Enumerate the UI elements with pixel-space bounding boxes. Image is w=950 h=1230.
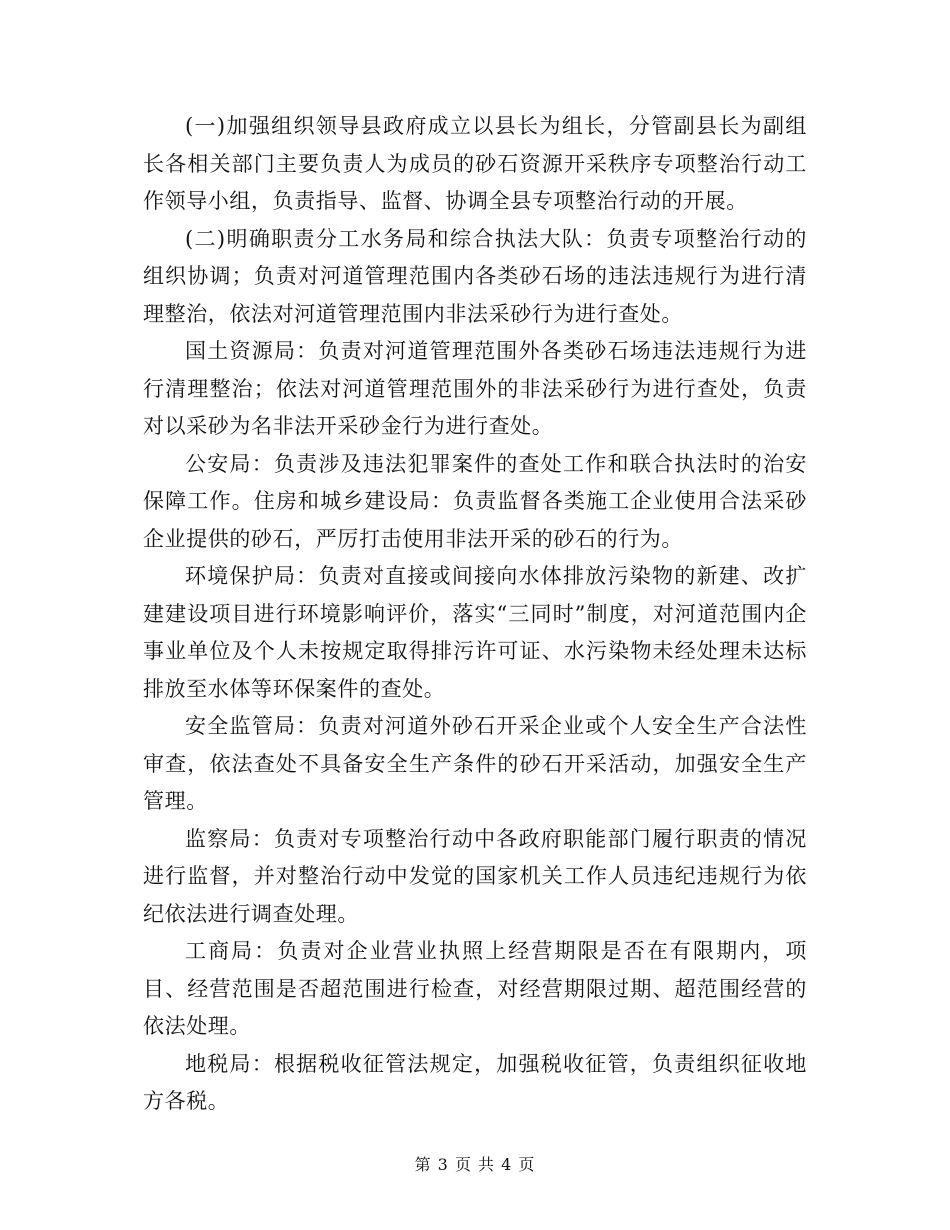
paragraph-local-tax-bureau: 地税局：根据税收征管法规定，加强税收征管，负责组织征收地方各税。	[143, 1051, 807, 1113]
paragraph-land-resources-bureau: 国土资源局：负责对河道管理范围外各类砂石场违法违规行为进行清理整治；依法对河道管理范围外的非法采砂行为进行查处，负责对以采砂为名非法开采砂金行为进行查处。	[143, 339, 807, 438]
page-number-label: 第 3 页 共 4 页	[414, 1155, 536, 1174]
paragraph-industry-commerce-bureau: 工商局：负责对企业营业执照上经营期限是否在有限期内，项目、经营范围是否超范围进行检查，对经营期限过期、超范围经营的依法处理。	[143, 939, 807, 1038]
paragraph-environmental-protection-bureau: 环境保护局：负责对直接或间接向水体排放污染物的新建、改扩建建设项目进行环境影响评价，落实“三同时”制度，对河道范围内企事业单位及个人未按规定取得排污许可证、水污染物未经处理未达标排放至水体等环保案件的查处。	[143, 564, 807, 701]
paragraph-public-security-bureau: 公安局：负责涉及违法犯罪案件的查处工作和联合执法时的治安保障工作。住房和城乡建设局：负责监督各类施工企业使用合法采砂企业提供的砂石，严厉打击使用非法开采的砂石的行为。	[143, 451, 807, 551]
paragraph-safety-supervision-bureau: 安全监管局：负责对河道外砂石开采企业或个人安全生产合法性审查，依法查处不具备安全生产条件的砂石开采活动，加强安全生产管理。	[143, 714, 807, 813]
page-footer	[0, 1152, 950, 1175]
document-body	[143, 108, 807, 1121]
paragraph-supervision-bureau: 监察局：负责对专项整治行动中各政府职能部门履行职责的情况进行监督，并对整治行动中发觉的国家机关工作人员违纪违规行为依纪依法进行调查处理。	[143, 826, 807, 926]
paragraph-organization-leadership: (一)加强组织领导县政府成立以县长为组长，分管副县长为副组长各相关部门主要负责人为成员的砂石资源开采秩序专项整治行动工作领导小组，负责指导、监督、协调全县专项整治行动的开展。	[143, 114, 807, 213]
paragraph-responsibility-division: (二)明确职责分工水务局和综合执法大队：负责专项整治行动的组织协调；负责对河道管理范围内各类砂石场的违法违规行为进行清理整治，依法对河道管理范围内非法采砂行为进行查处。	[143, 226, 807, 326]
